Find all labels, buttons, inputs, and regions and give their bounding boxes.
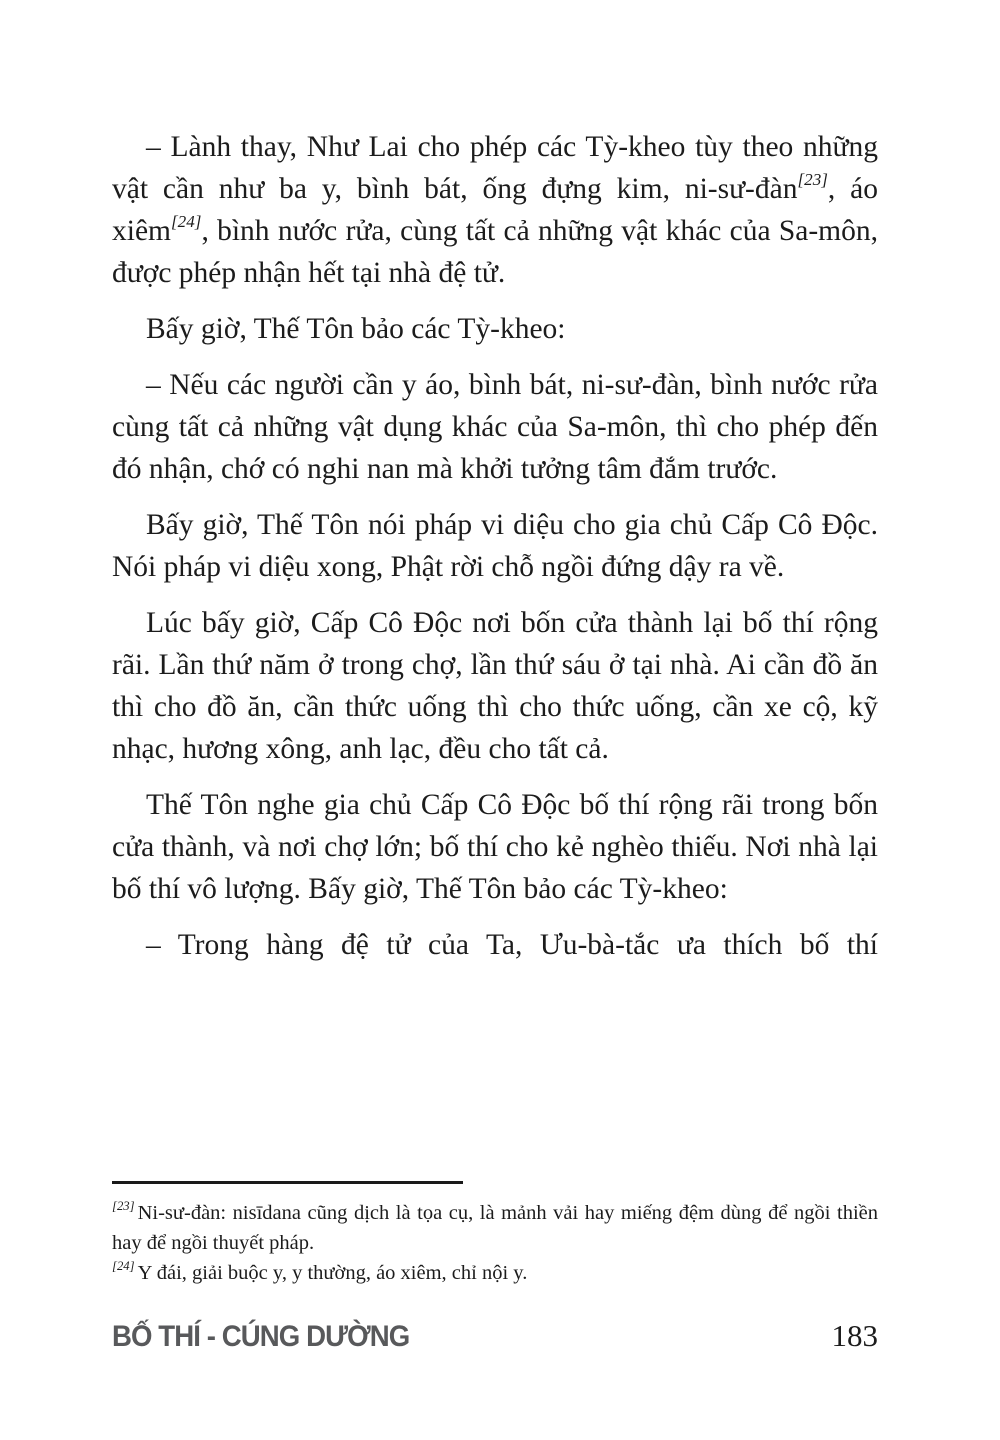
footnote-reference: [24] xyxy=(171,212,202,232)
page-footer xyxy=(112,1318,878,1354)
paragraph: – Lành thay, Như Lai cho phép các Tỳ-kheo tùy theo những vật cần như ba y, bình bát, ống đựng kim, ni-sư-đàn[23], áo xiêm[24], bình nước rửa, cùng tất cả những vật khác của Sa-môn, được phép nhận hết tại nhà đệ tử. xyxy=(112,131,879,289)
paragraph: Lúc bấy giờ, Cấp Cô Độc nơi bốn cửa thành lại bố thí rộng rãi. Lần thứ năm ở trong chợ, lần thứ sáu ở tại nhà. Ai cần đồ ăn thì cho đồ ăn, cần thức uống thì cho thức uống, cần xe cộ, kỹ nhạc, hương xông, anh lạc, đều cho tất cả. xyxy=(112,607,878,765)
running-footer-section-title: BỐ THÍ - CÚNG DƯỜNG xyxy=(112,1320,410,1353)
body-paragraphs xyxy=(112,126,878,980)
footnote: [23] Ni-sư-đàn: nisīdana cũng dịch là tọa cụ, là mảnh vải hay miếng đệm dùng để ngồi thiền hay để ngồi thuyết pháp. xyxy=(112,1198,878,1254)
paragraph: – Trong hàng đệ tử của Ta, Ưu-bà-tắc ưa thích bố thí xyxy=(146,929,878,961)
paragraph: Thế Tôn nghe gia chủ Cấp Cô Độc bố thí rộng rãi trong bốn cửa thành, và nơi chợ lớn; bố thí cho kẻ nghèo thiếu. Nơi nhà lại bố thí vô lượng. Bấy giờ, Thế Tôn bảo các Tỳ-kheo: xyxy=(112,789,878,905)
paragraph: – Nếu các người cần y áo, bình bát, ni-sư-đàn, bình nước rửa cùng tất cả những vật dụng khác của Sa-môn, thì cho phép đến đó nhận, chớ có nghi nan mà khởi tưởng tâm đắm trước. xyxy=(112,369,878,485)
footnote-marker: [23] xyxy=(112,1198,135,1213)
paragraph: Bấy giờ, Thế Tôn bảo các Tỳ-kheo: xyxy=(146,313,566,345)
page-number: 183 xyxy=(831,1318,878,1353)
footnote-separator xyxy=(112,1181,463,1184)
paragraph: Bấy giờ, Thế Tôn nói pháp vi diệu cho gia chủ Cấp Cô Độc. Nói pháp vi diệu xong, Phật rời chỗ ngồi đứng dậy ra về. xyxy=(112,509,878,583)
footnote: [24] Y đái, giải buộc y, y thường, áo xiêm, chỉ nội y. xyxy=(112,1258,528,1284)
footnote-reference: [23] xyxy=(797,170,828,190)
footnote-marker: [24] xyxy=(112,1258,135,1273)
footnote-area xyxy=(112,1181,878,1288)
footnotes-list xyxy=(112,1198,878,1288)
